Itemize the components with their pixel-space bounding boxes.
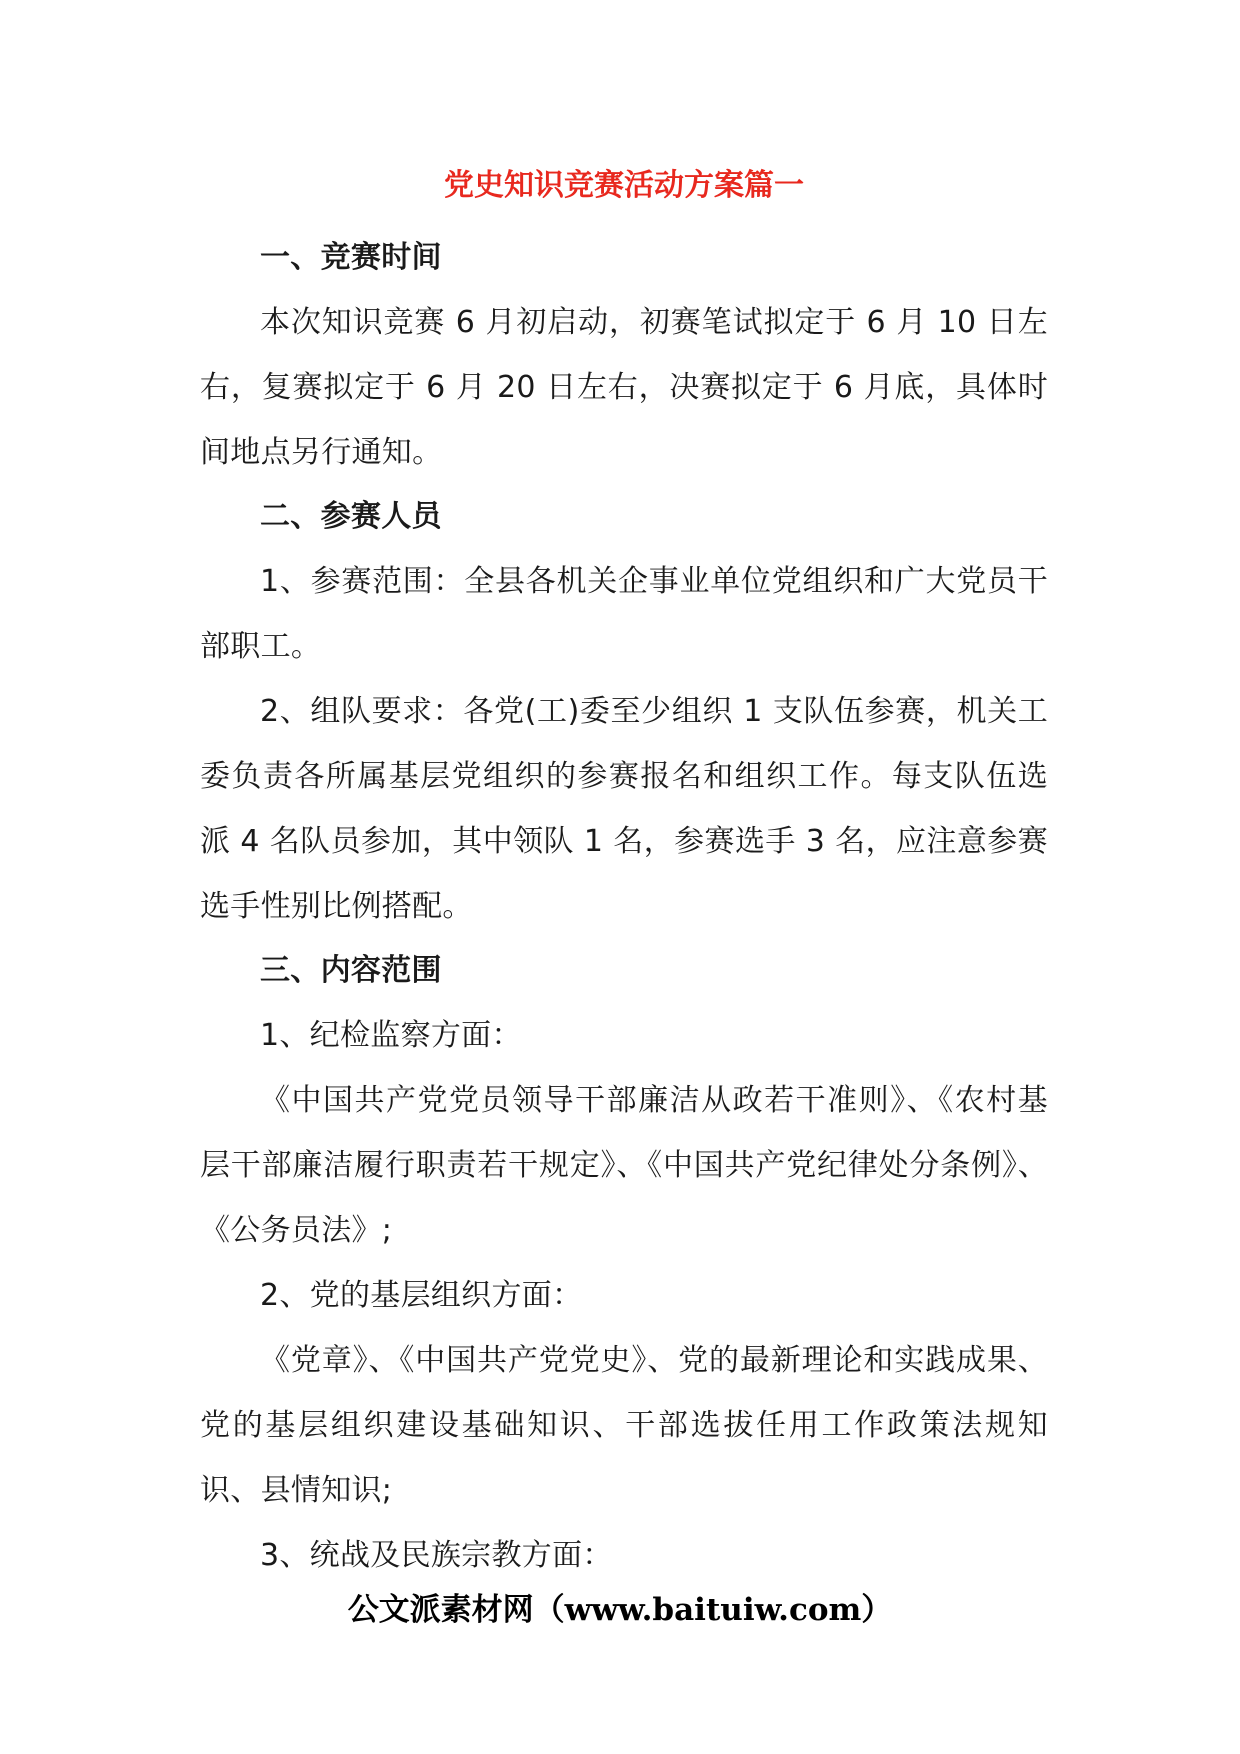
document-page — [200, 0, 1048, 1754]
body-paragraph: 3、统战及民族宗教方面： — [260, 1538, 613, 1573]
section-heading: 二、参赛人员 — [260, 499, 442, 534]
body-paragraph: 1、纪检监察方面： — [260, 1018, 522, 1053]
body-paragraph: 《中国共产党党员领导干部廉洁从政若干准则》、《农村基层干部廉洁履行职责若干规定》、《中国共产党纪律处分条例》、《公务员法》; — [200, 1083, 1048, 1248]
footer-watermark: 公文派素材网（www.baituiw.com） — [347, 1592, 893, 1628]
body-paragraph: 1、参赛范围：全县各机关企事业单位党组织和广大党员干部职工。 — [200, 564, 1048, 664]
section-heading: 三、内容范围 — [260, 953, 442, 988]
document-body — [200, 226, 1048, 1588]
section-heading: 一、竞赛时间 — [260, 240, 442, 275]
body-paragraph: 2、党的基层组织方面： — [260, 1278, 583, 1313]
body-paragraph: 本次知识竞赛 6 月初启动，初赛笔试拟定于 6 月 10 日左右，复赛拟定于 6 月 20 日左右，决赛拟定于 6 月底，具体时间地点另行通知。 — [200, 305, 1048, 470]
document-title: 党史知识竞赛活动方案篇一 — [444, 168, 804, 203]
body-paragraph: 2、组队要求：各党(工)委至少组织 1 支队伍参赛，机关工委负责各所属基层党组织的参赛报名和组织工作。每支队伍选派 4 名队员参加，其中领队 1 名，参赛选手 3 名，应注意参赛选手性别比例搭配。 — [200, 694, 1048, 924]
body-paragraph: 《党章》、《中国共产党党史》、党的最新理论和实践成果、党的基层组织建设基础知识、干部选拔任用工作政策法规知识、县情知识; — [200, 1343, 1048, 1508]
